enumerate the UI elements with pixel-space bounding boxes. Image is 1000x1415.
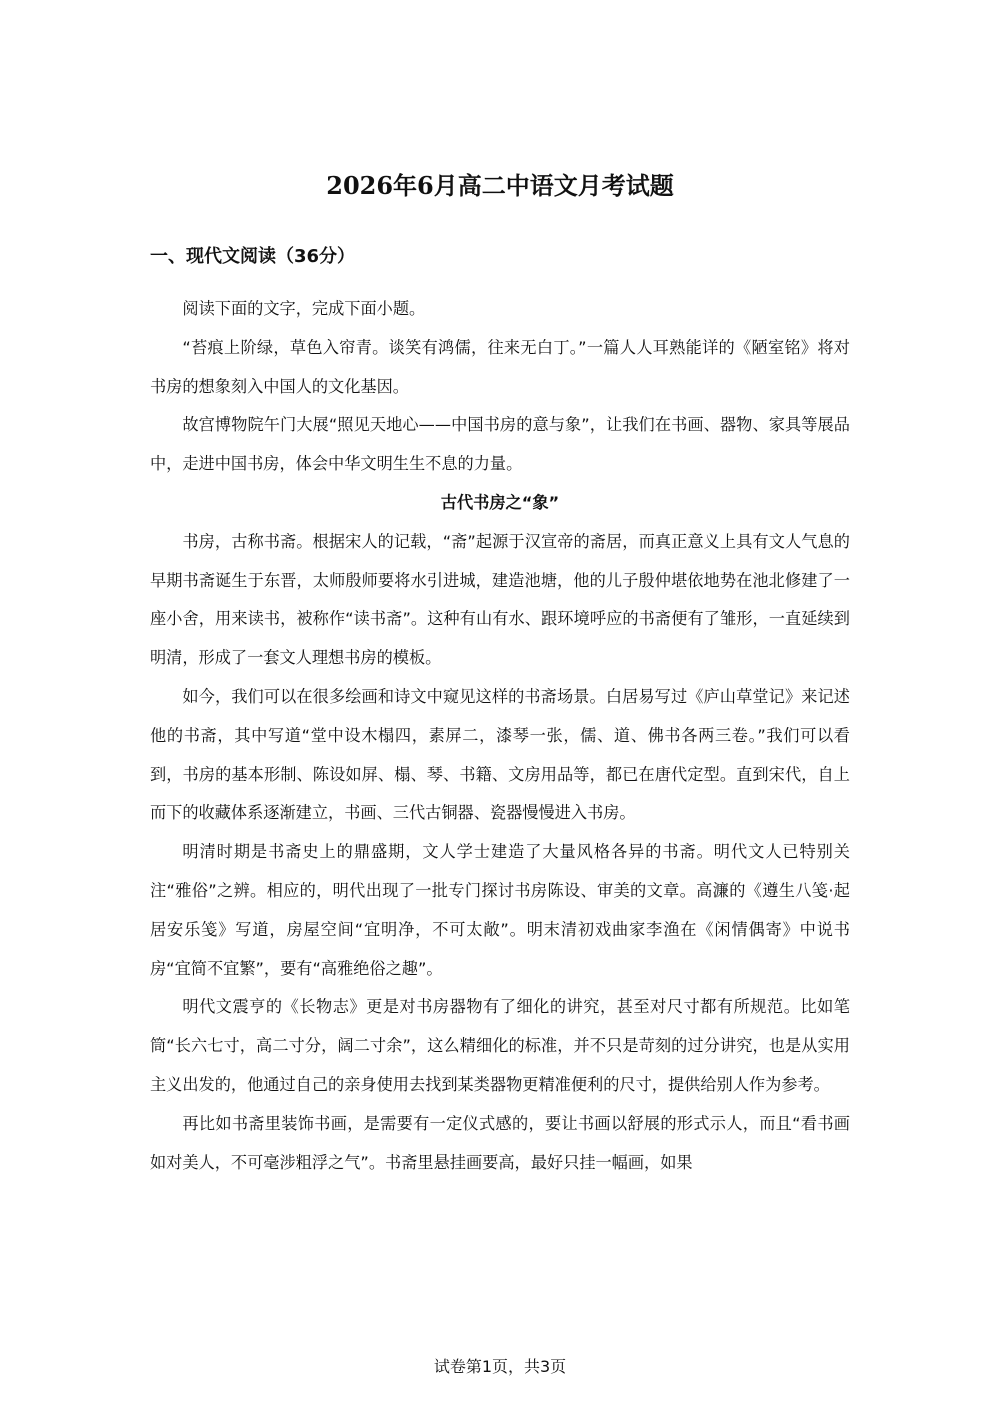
passage-paragraph: 明清时期是书斋史上的鼎盛期，文人学士建造了大量风格各异的书斋。明代文人已特别关注“雅俗”之辨。相应的，明代出现了一批专门探讨书房陈设、审美的文章。高濂的《遵生八笺·起居安乐笺》写道，房屋空间“宜明净，不可太敞”。明末清初戏曲家李渔在《闲情偶寄》中说书房“宜简不宜繁”，要有“高雅绝俗之趣”。	[150, 842, 850, 978]
section-heading: 一、现代文阅读（36分）	[150, 246, 356, 267]
passage-paragraph: 故宫博物院午门大展“照见天地心——中国书房的意与象”，让我们在书画、器物、家具等展品中，走进中国书房，体会中华文明生生不息的力量。	[150, 415, 850, 474]
passage-paragraph: 书房，古称书斋。根据宋人的记载，“斋”起源于汉宣帝的斋居，而真正意义上具有文人气息的早期书斋诞生于东晋，太师殷师要将水引进城，建造池塘，他的儿子殷仲堪依地势在池北修建了一座小舍，用来读书，被称作“读书斋”。这种有山有水、跟环境呼应的书斋便有了雏形，一直延续到明清，形成了一套文人理想书房的模板。	[150, 531, 850, 668]
instruction-paragraph: 阅读下面的文字，完成下面小题。	[182, 299, 426, 318]
page-title: 2026年6月高二中语文月考试题	[326, 171, 674, 200]
passage-subheading: 古代书房之“象”	[440, 492, 560, 512]
passage-paragraph: 再比如书斋里装饰书画，是需要有一定仪式感的，要让书画以舒展的形式示人，而且“看书画如对美人，不可毫涉粗浮之气”。书斋里悬挂画要高，最好只挂一幅画，如果	[150, 1113, 850, 1172]
passage-paragraph: 明代文震亨的《长物志》更是对书房器物有了细化的讲究，甚至对尺寸都有所规范。比如笔筒“长六七寸，高二寸分，阔二寸余”，这么精细化的标准，并不只是苛刻的过分讲究，也是从实用主义出发的，他通过自己的亲身使用去找到某类器物更精准便利的尺寸，提供给别人作为参考。	[150, 997, 850, 1094]
page-footer: 试卷第1页，共3页	[433, 1357, 567, 1376]
passage-paragraph: “苔痕上阶绿，草色入帘青。谈笑有鸿儒，往来无白丁。”一篇人人耳熟能详的《陋室铭》将对书房的想象刻入中国人的文化基因。	[150, 337, 850, 396]
passage-paragraph: 如今，我们可以在很多绘画和诗文中窥见这样的书斋场景。白居易写过《庐山草堂记》来记述他的书斋，其中写道“堂中设木榻四，素屏二，漆琴一张，儒、道、佛书各两三卷。”我们可以看到，书房的基本形制、陈设如屏、榻、琴、书籍、文房用品等，都已在唐代定型。直到宋代，自上而下的收藏体系逐渐建立，书画、三代古铜器、瓷器慢慢进入书房。	[150, 686, 850, 823]
reading-passage	[150, 290, 850, 1182]
